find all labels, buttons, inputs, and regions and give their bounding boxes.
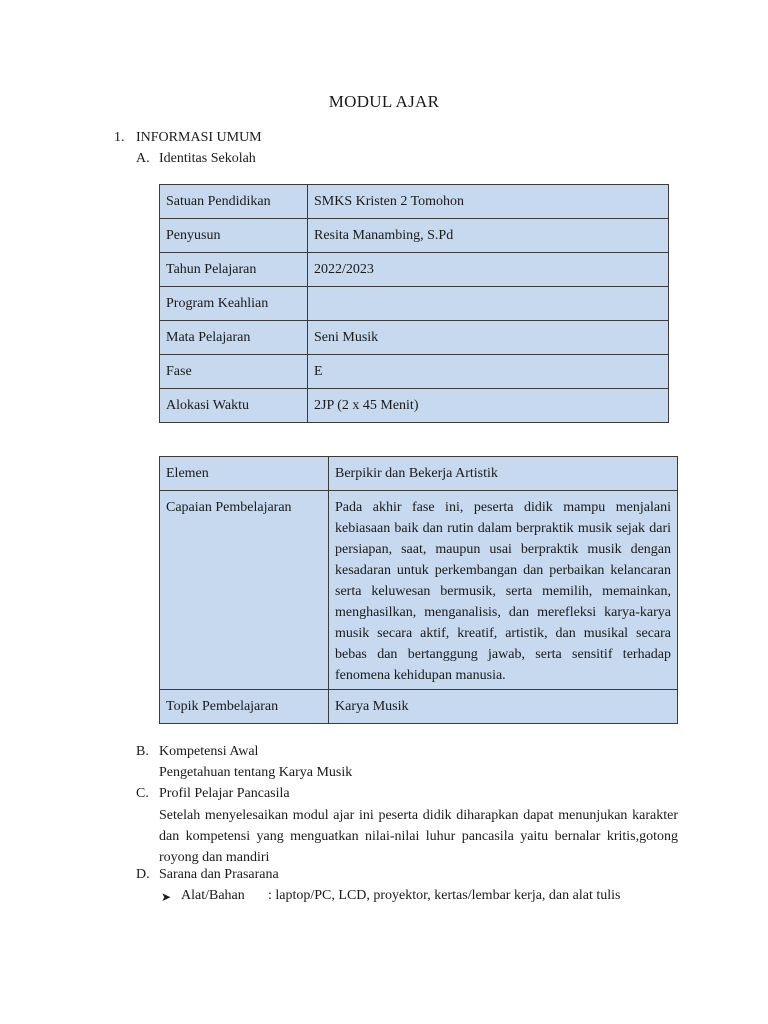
identity-value: 2JP (2 x 45 Menit) bbox=[308, 389, 669, 423]
identity-label: Tahun Pelajaran bbox=[160, 253, 308, 287]
table-row bbox=[160, 355, 669, 389]
identity-value: Seni Musik bbox=[308, 321, 669, 355]
identity-label: Fase bbox=[160, 355, 308, 389]
section-c-text: Setelah menyelesaikan modul ajar ini peserta didik diharapkan dapat menunjukan karakter dan kompetensi yang menguatkan nilai-nilai luhur pancasila yaitu bernalar kritis,gotong royong dan mandiri bbox=[159, 808, 678, 865]
identity-label: Satuan Pendidikan bbox=[160, 185, 308, 219]
section-b-text: Pengetahuan tentang Karya Musik bbox=[159, 765, 353, 780]
document-title: MODUL AJAR bbox=[328, 92, 440, 111]
table-row bbox=[160, 457, 678, 491]
elemen-value: Berpikir dan Bekerja Artistik bbox=[329, 457, 678, 491]
identity-label: Mata Pelajaran bbox=[160, 321, 308, 355]
table-row bbox=[160, 690, 678, 724]
section-a-heading: Identitas Sekolah bbox=[159, 151, 256, 166]
topik-value: Karya Musik bbox=[329, 690, 678, 724]
topik-label: Topik Pembelajaran bbox=[160, 690, 329, 724]
table-row bbox=[160, 321, 669, 355]
section-c-letter: C. bbox=[136, 786, 149, 801]
section-c-heading: Profil Pelajar Pancasila bbox=[159, 786, 290, 801]
identity-value: Resita Manambing, S.Pd bbox=[308, 219, 669, 253]
identity-label: Program Keahlian bbox=[160, 287, 308, 321]
element-table bbox=[159, 456, 678, 724]
elemen-label: Elemen bbox=[160, 457, 329, 491]
section-b-heading: Kompetensi Awal bbox=[159, 744, 259, 759]
identity-value: 2022/2023 bbox=[308, 253, 669, 287]
section-a-letter: A. bbox=[136, 151, 150, 166]
table-row bbox=[160, 287, 669, 321]
section-b-letter: B. bbox=[136, 744, 149, 759]
alat-value: : laptop/PC, LCD, proyektor, kertas/lembar kerja, dan alat tulis bbox=[268, 888, 621, 903]
arrowhead-bullet-icon: ➤ bbox=[161, 890, 172, 904]
section-d-heading: Sarana dan Prasarana bbox=[159, 867, 279, 882]
identity-label: Alokasi Waktu bbox=[160, 389, 308, 423]
identity-value: E bbox=[308, 355, 669, 389]
capaian-value: Pada akhir fase ini, peserta didik mampu menjalani kebiasaan baik dan rutin dalam berpraktik musik sejak dari persiapan, saat, maupun usai berpraktik musik dengan kesadaran untuk perkembangan dan perbaikan kelancaran serta keluwesan bermusik, serta memilih, memainkan, menghasilkan, menganalisis, dan merefleksi karya-karya musik secara aktif, kreatif, artistik, dan musikal secara bebas dan bertanggung jawab, serta sensitif terhadap fenomena kehidupan manusia. bbox=[329, 491, 678, 690]
identity-value bbox=[308, 287, 669, 321]
table-row bbox=[160, 389, 669, 423]
table-row bbox=[160, 253, 669, 287]
identity-label: Penyusun bbox=[160, 219, 308, 253]
alat-label: Alat/Bahan bbox=[181, 888, 245, 903]
table-row bbox=[160, 219, 669, 253]
section-1-number: 1. bbox=[114, 130, 125, 145]
capaian-label: Capaian Pembelajaran bbox=[160, 491, 329, 690]
section-1-heading: INFORMASI UMUM bbox=[136, 130, 262, 145]
table-row bbox=[160, 491, 678, 690]
table-row bbox=[160, 185, 669, 219]
section-d-letter: D. bbox=[136, 867, 150, 882]
identity-value: SMKS Kristen 2 Tomohon bbox=[308, 185, 669, 219]
identity-table bbox=[159, 184, 669, 423]
